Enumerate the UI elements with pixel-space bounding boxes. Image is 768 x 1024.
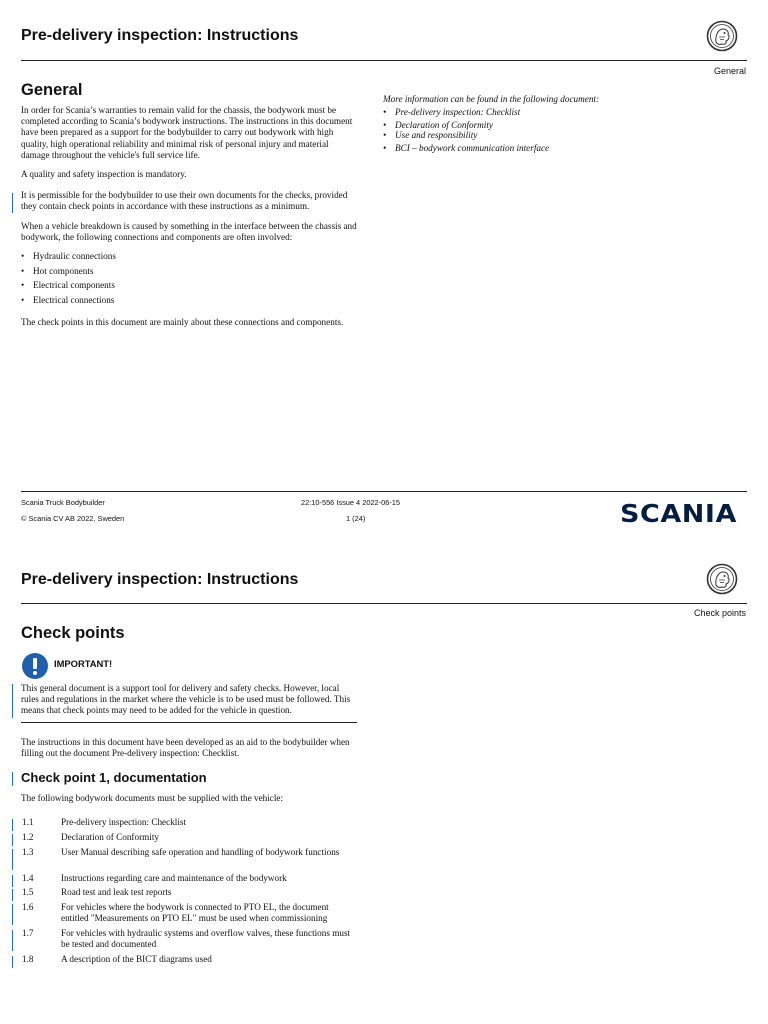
footer-rule: [21, 491, 747, 492]
section-label: General: [713, 66, 746, 76]
footer-publication: Scania Truck Bodybuilder: [21, 498, 105, 507]
revision-bar: [12, 930, 13, 951]
section-heading: Check points: [21, 624, 125, 642]
more-info-intro: More information can be found in the following document:: [383, 94, 600, 104]
item-text: For vehicles where the bodywork is connected to PTO EL, the document entitled "Measurements on PTO EL" must be used when commissioning: [61, 902, 329, 924]
footer-page-number: 1 (24): [346, 514, 366, 523]
item-number: 1.1: [22, 817, 34, 827]
paragraph: A quality and safety inspection is mandatory.: [21, 169, 187, 179]
item-text: For vehicles with hydraulic systems and overflow valves, these functions must be tested and documented: [61, 928, 351, 950]
section-heading: General: [21, 81, 83, 99]
paragraph: In order for Scania’s warranties to remain valid for the chassis, the bodywork must be completed according to Scania’s bodywork instructions. The instructions in this document have been prepared as a support for the bodybuilder to carry out bodywork with high quality, high operational reliability and minimal risk of personal injury and material damage throughout the vehicle's full service life.: [21, 105, 353, 160]
revision-bar: [12, 875, 13, 887]
revision-bar: [12, 904, 13, 925]
revision-bar: [12, 772, 13, 786]
revision-bar: [12, 819, 13, 831]
header-rule: [21, 603, 747, 604]
item-number: 1.7: [22, 928, 34, 938]
scania-griffin-icon: [706, 563, 738, 595]
item-number: 1.5: [22, 887, 34, 897]
item-number: 1.8: [22, 954, 34, 964]
item-number: 1.6: [22, 902, 34, 912]
item-text: Pre-delivery inspection: Checklist: [61, 817, 187, 827]
scania-wordmark: SCANIA: [620, 499, 737, 528]
item-number: 1.3: [22, 847, 34, 857]
important-text: This general document is a support tool for delivery and safety checks. However, local rules and regulations in the market where the vehicle is to be used must be followed. This means that check points may need to be added for the vehicle in question.: [21, 683, 351, 716]
warning-icon: [22, 653, 48, 679]
paragraph: The instructions in this document have been developed as an aid to the bodybuilder when filling out the document Pre-delivery inspection: Checklist.: [21, 737, 350, 759]
paragraph: When a vehicle breakdown is caused by something in the interface between the chassis and bodywork, the following connections and components are often involved:: [21, 221, 357, 243]
item-number: 1.4: [22, 873, 34, 883]
item-text: A description of the BICT diagrams used: [61, 954, 212, 964]
item-text: User Manual describing safe operation and handling of bodywork functions: [61, 847, 340, 857]
paragraph: It is permissible for the bodybuilder to use their own documents for the checks, provided they contain check points in accordance with these instructions as a minimum.: [21, 190, 348, 212]
page-title: Pre-delivery inspection: Instructions: [21, 27, 299, 44]
footer-doc-id: 22:10-556 Issue 4 2022-06-15: [301, 498, 401, 507]
paragraph: The check points in this document are mainly about these connections and components.: [21, 317, 344, 327]
revision-bar: [12, 684, 13, 718]
subsection-heading: Check point 1, documentation: [21, 770, 207, 785]
revision-bar: [12, 956, 13, 968]
item-number: 1.2: [22, 832, 34, 842]
revision-bar: [12, 834, 13, 846]
important-label: IMPORTANT!: [54, 658, 113, 669]
revision-bar: [12, 193, 13, 213]
important-rule: [21, 722, 357, 723]
revision-bar: [12, 849, 13, 870]
scania-griffin-icon: [706, 20, 738, 52]
page-title: Pre-delivery inspection: Instructions: [21, 571, 299, 588]
revision-bar: [12, 889, 13, 901]
item-text: Road test and leak test reports: [61, 887, 172, 897]
footer-copyright: © Scania CV AB 2022, Sweden: [21, 514, 125, 523]
item-text: Instructions regarding care and maintenance of the bodywork: [61, 873, 287, 883]
paragraph: The following bodywork documents must be supplied with the vehicle:: [21, 793, 284, 803]
section-label: Check points: [693, 608, 746, 618]
item-text: Declaration of Conformity: [61, 832, 159, 842]
header-rule: [21, 60, 747, 61]
